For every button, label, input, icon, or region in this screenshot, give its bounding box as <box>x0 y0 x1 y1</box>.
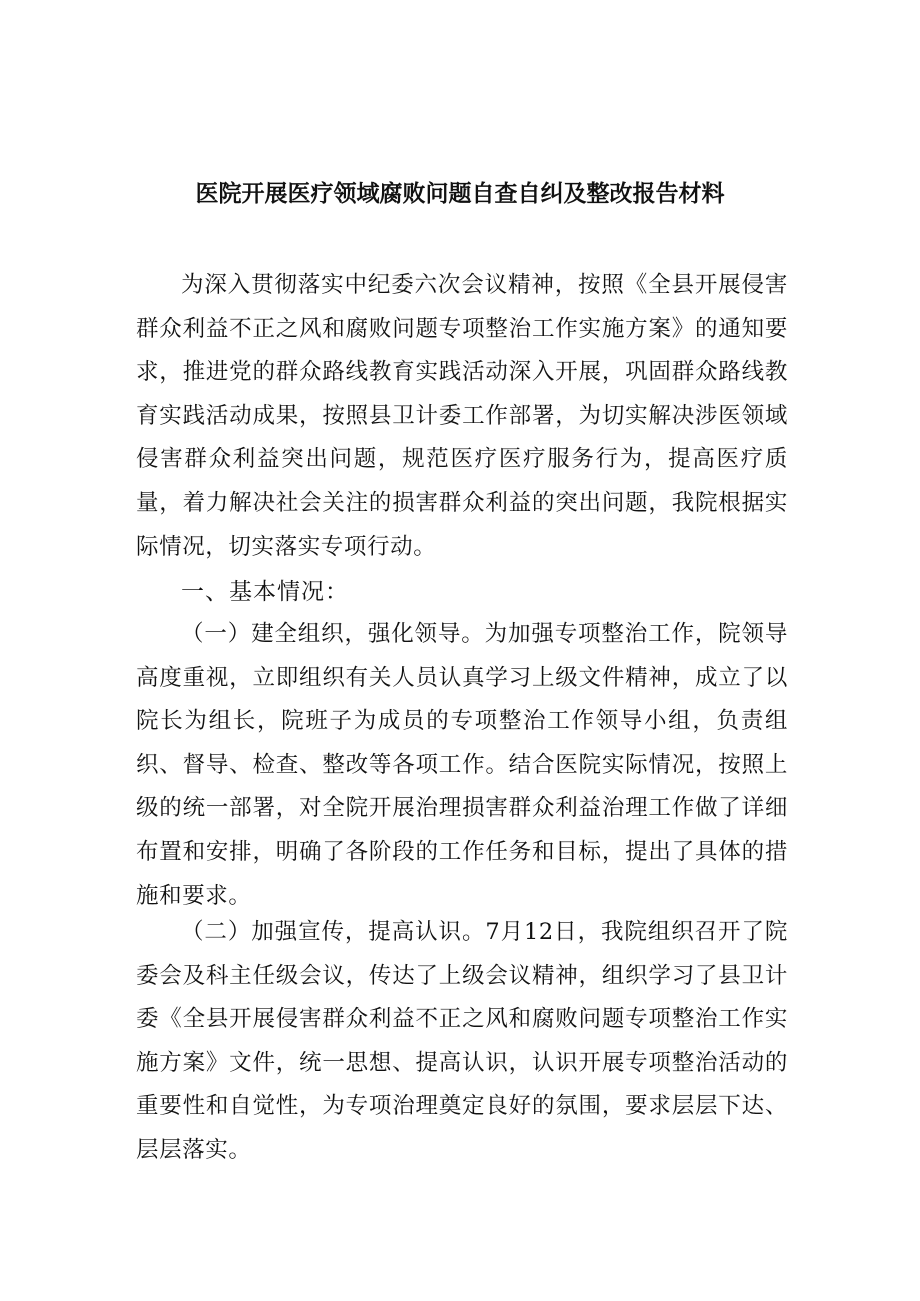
section-heading-basic-situation: 一、基本情况： <box>181 579 349 605</box>
document-title: 医院开展医疗领域腐败问题自查自纠及整改报告材料 <box>195 181 725 207</box>
subsection-paragraph-publicity: （二）加强宣传，提高认识。7月12日，我院组织召开了院委会及科主任级会议，传达了上级会议精神，组织学习了县卫计委《全县开展侵害群众利益不正之风和腐败问题专项整治工作实施方案》文件，统一思想、提高认识，认识开展专项整治活动的重要性和自觉性，为专项治理奠定良好的氛围，要求层层下达、层层落实。 <box>136 919 788 1163</box>
subsection-paragraph-organization: （一）建全组织，强化领导。为加强专项整治工作，院领导高度重视，立即组织有关人员认真学习上级文件精神，成立了以院长为组长，院班子为成员的专项整治工作领导小组，负责组织、督导、检查、整改等各项工作。结合医院实际情况，按照上级的统一部署，对全院开展治理损害群众利益治理工作做了详细布置和安排，明确了各阶段的工作任务和目标，提出了具体的措施和要求。 <box>136 621 788 909</box>
intro-paragraph: 为深入贯彻落实中纪委六次会议精神，按照《全县开展侵害群众利益不正之风和腐败问题专项整治工作实施方案》的通知要求，推进党的群众路线教育实践活动深入开展，巩固群众路线教育实践活动成果，按照县卫计委工作部署，为切实解决涉医领域侵害群众利益突出问题，规范医疗医疗服务行为，提高医疗质量，着力解决社会关注的损害群众利益的突出问题，我院根据实际情况，切实落实专项行动。 <box>136 272 788 560</box>
